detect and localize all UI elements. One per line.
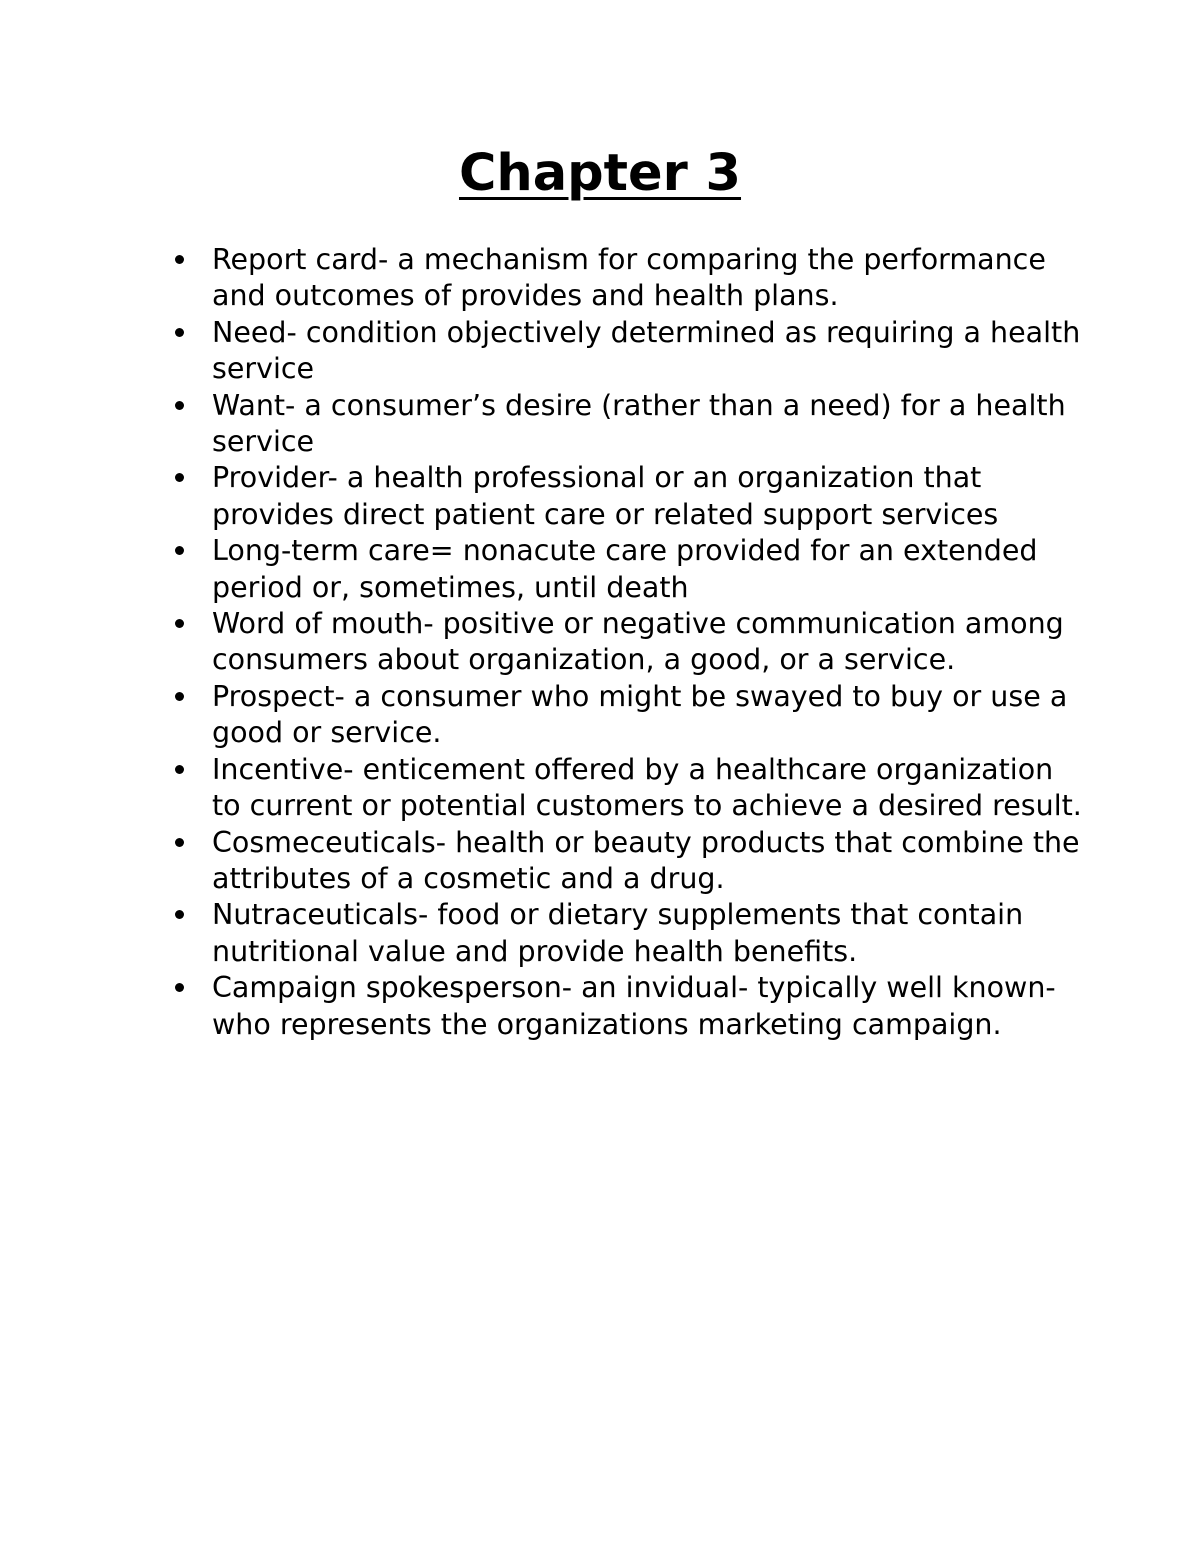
list-item-text: Nutraceuticals- food or dietary supplements that contain nutritional value and provide health benefits. [212, 898, 1024, 968]
list-item-text: Incentive- enticement offered by a healthcare organization to current or potential customers to achieve a desired result. [212, 752, 1082, 823]
bullet-icon [175, 255, 184, 264]
page-title-text: Chapter 3 [458, 144, 742, 203]
list-item [212, 388, 1082, 461]
list-item [212, 970, 1082, 1043]
list-item [212, 897, 1082, 970]
bullet-icon [175, 983, 184, 992]
list-item [212, 315, 1082, 388]
bullet-icon [175, 692, 184, 701]
bullet-icon [175, 838, 184, 847]
bullet-icon [175, 619, 184, 628]
bullet-icon [175, 765, 184, 774]
bullet-icon [175, 473, 184, 482]
list-item-text: Prospect- a consumer who might be swayed to buy or use a good or service. [212, 679, 1068, 750]
bullet-icon [175, 401, 184, 410]
list-item [212, 679, 1082, 752]
list-item-text: Report card- a mechanism for comparing the performance and outcomes of provides and health plans. [212, 243, 1046, 313]
list-item [212, 533, 1082, 606]
list-item [212, 825, 1082, 898]
list-item-text: Word of mouth- positive or negative communication among consumers about organization, a good, or a service. [212, 607, 1064, 677]
bullet-icon [175, 546, 184, 555]
list-item-text: Long-term care= nonacute care provided for an extended period or, sometimes, until death [212, 534, 1038, 604]
list-item [212, 752, 1082, 825]
list-item-text: Need- condition objectively determined as requiring a health service [212, 315, 1081, 386]
bullet-icon [175, 910, 184, 919]
list-item-text: Want- a consumer’s desire (rather than a need) for a health service [212, 388, 1066, 459]
list-item-text: Provider- a health professional or an organization that provides direct patient care or related support services [212, 461, 999, 531]
list-item [212, 460, 1082, 533]
list-item-text: Cosmeceuticals- health or beauty products that combine the attributes of a cosmetic and a drug. [212, 825, 1080, 895]
definition-list [212, 242, 1082, 1043]
list-item-text: Campaign spokesperson- an invidual- typically well known- who represents the organizations marketing campaign. [212, 971, 1056, 1041]
list-item [212, 242, 1082, 315]
page-title [0, 136, 1200, 212]
list-item [212, 606, 1082, 679]
bullet-icon [175, 328, 184, 337]
